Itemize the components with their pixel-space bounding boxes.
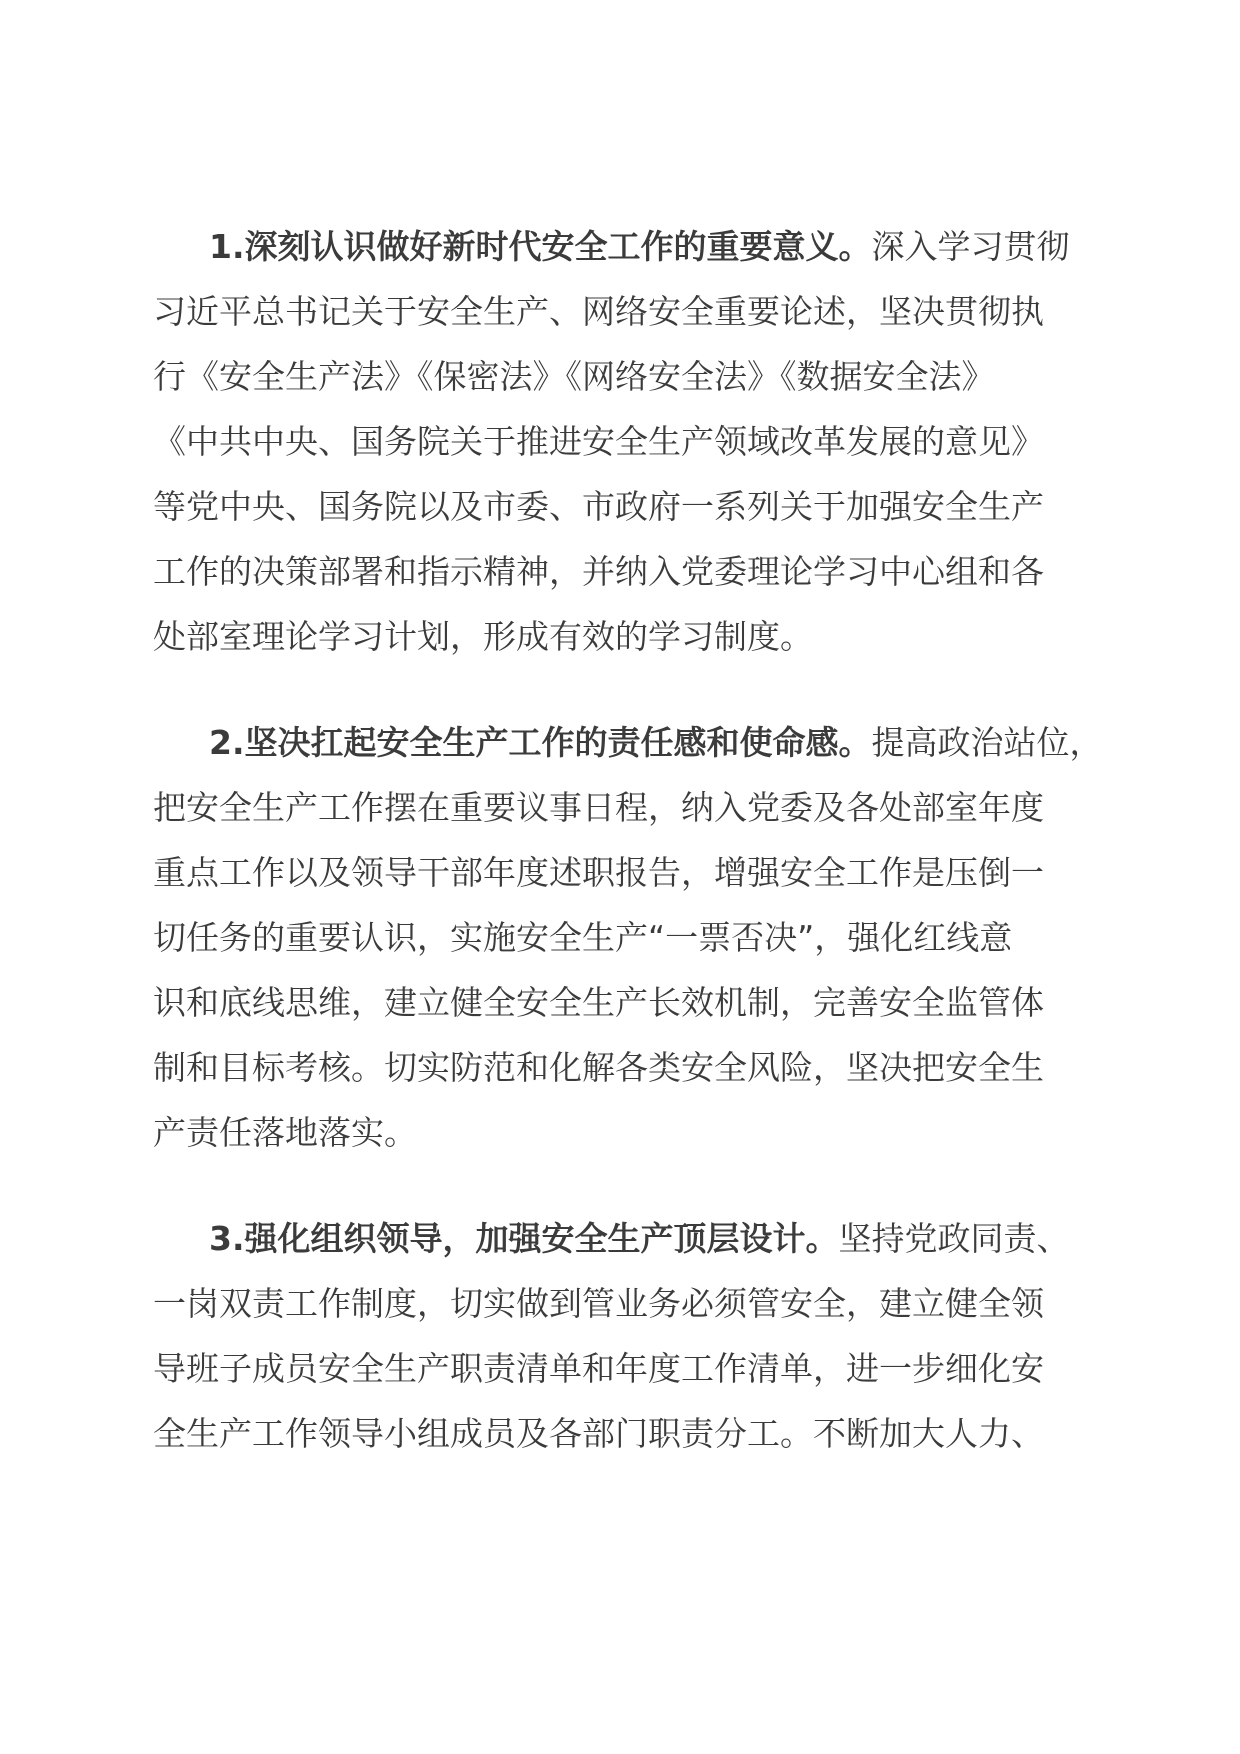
paragraph-line: 工作的决策部署和指示精神，并纳入党委理论学习中心组和各 — [153, 552, 1044, 591]
paragraph-line: 重点工作以及领导干部年度述职报告，增强安全工作是压倒一 — [153, 853, 1044, 892]
paragraph-line: 把安全生产工作摆在重要议事日程，纳入党委及各处部室年度 — [153, 788, 1044, 827]
paragraph-first-line — [153, 214, 1113, 279]
paragraph-3 — [153, 1206, 1113, 1466]
paragraph-1 — [153, 214, 1113, 669]
paragraph-2 — [153, 710, 1113, 1165]
paragraph-text: 坚持党政同责、 — [838, 1219, 1070, 1258]
document-body — [153, 214, 1113, 1507]
paragraph-line: 一岗双责工作制度，切实做到管业务必须管安全，建立健全领 — [153, 1284, 1044, 1323]
paragraph-line: 等党中央、国务院以及市委、市政府一系列关于加强安全生产 — [153, 487, 1044, 526]
paragraph-heading: 2.坚决扛起安全生产工作的责任感和使命感。 — [209, 723, 872, 762]
paragraph-line: 习近平总书记关于安全生产、网络安全重要论述，坚决贯彻执 — [153, 292, 1044, 331]
paragraph-text: 提高政治站位， — [871, 723, 1103, 762]
paragraph-heading: 1.深刻认识做好新时代安全工作的重要意义。 — [209, 227, 872, 266]
paragraph-line: 全生产工作领导小组成员及各部门职责分工。不断加大人力、 — [153, 1414, 1044, 1453]
paragraph-heading: 3.强化组织领导，加强安全生产顶层设计。 — [209, 1219, 839, 1258]
paragraph-line: 导班子成员安全生产职责清单和年度工作清单，进一步细化安 — [153, 1349, 1044, 1388]
paragraph-text: 深入学习贯彻 — [871, 227, 1070, 266]
paragraph-line: 识和底线思维，建立健全安全生产长效机制，完善安全监管体 — [153, 983, 1044, 1022]
paragraph-first-line — [153, 710, 1113, 775]
paragraph-line: 处部室理论学习计划，形成有效的学习制度。 — [153, 617, 813, 656]
paragraph-line: 制和目标考核。切实防范和化解各类安全风险，坚决把安全生 — [153, 1048, 1044, 1087]
paragraph-line: 《中共中央、国务院关于推进安全生产领域改革发展的意见》 — [153, 422, 1044, 461]
paragraph-first-line — [153, 1206, 1113, 1271]
paragraph-line: 行《安全生产法》《保密法》《网络安全法》《数据安全法》 — [153, 357, 995, 396]
paragraph-line: 产责任落地落实。 — [153, 1113, 417, 1152]
paragraph-line: 切任务的重要认识，实施安全生产“一票否决”，强化红线意 — [153, 918, 1013, 957]
